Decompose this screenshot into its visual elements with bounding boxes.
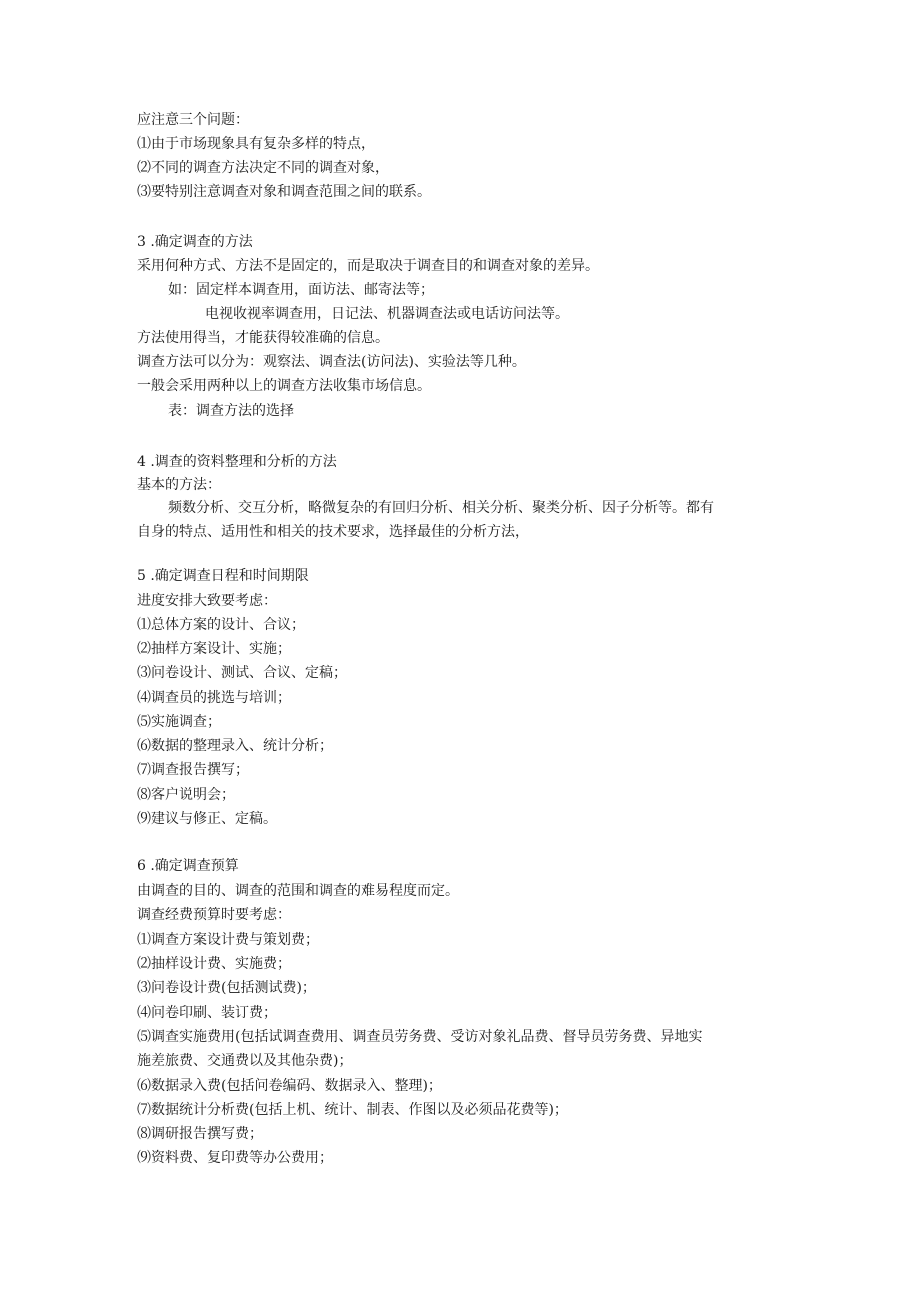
list-item: ⑸调查实施费用(包括试调查费用、调查员劳务费、受访对象礼品费、督导员劳务费、异地实 bbox=[137, 1029, 703, 1045]
list-item: ⑹数据的整理录入、统计分析； bbox=[137, 738, 333, 754]
intro-item: ⑶要特别注意调查对象和调查范围之间的联系。 bbox=[137, 184, 431, 200]
paragraph: 采用何种方式、方法不是固定的，而是取决于调查目的和调查对象的差异。 bbox=[137, 258, 599, 274]
paragraph: 调查经费预算时要考虑： bbox=[137, 907, 291, 923]
intro-item: ⑵不同的调查方法决定不同的调查对象， bbox=[137, 160, 389, 176]
list-item: ⑴总体方案的设计、合议； bbox=[137, 617, 305, 633]
list-item: ⑴调查方案设计费与策划费； bbox=[137, 932, 319, 948]
intro-item: ⑴由于市场现象具有复杂多样的特点， bbox=[137, 136, 375, 152]
list-item: ⑹数据录入费(包括问卷编码、数据录入、整理)； bbox=[137, 1078, 442, 1094]
paragraph: 一般会采用两种以上的调查方法收集市场信息。 bbox=[137, 378, 431, 394]
paragraph: 由调查的目的、调查的范围和调查的难易程度而定。 bbox=[137, 883, 459, 899]
list-item: ⑼建议与修正、定稿。 bbox=[137, 811, 277, 827]
list-item: ⑻调研报告撰写费； bbox=[137, 1126, 263, 1142]
list-item: ⑸实施调查； bbox=[137, 714, 221, 730]
list-item: ⑷调查员的挑选与培训； bbox=[137, 690, 291, 706]
list-item: ⑺数据统计分析费(包括上机、统计、制表、作图以及必须品花费等)； bbox=[137, 1102, 568, 1118]
paragraph: 方法使用得当，才能获得较准确的信息。 bbox=[137, 330, 389, 346]
intro-lead: 应注意三个问题： bbox=[137, 112, 249, 128]
list-item: ⑷问卷印刷、装订费； bbox=[137, 1005, 277, 1021]
list-item: ⑵抽样设计费、实施费； bbox=[137, 956, 291, 972]
paragraph: 电视收视率调查用，日记法、机器调查法或电话访问法等。 bbox=[205, 306, 569, 322]
list-item: ⑺调查报告撰写； bbox=[137, 762, 249, 778]
list-item: ⑶问卷设计费(包括测试费)； bbox=[137, 980, 316, 996]
paragraph: 进度安排大致要考虑： bbox=[137, 593, 277, 609]
list-item: ⑵抽样方案设计、实施； bbox=[137, 641, 291, 657]
list-item-continuation: 施差旅费、交通费以及其他杂费)； bbox=[137, 1053, 353, 1069]
section-heading: 5 .确定调查日程和时间期限 bbox=[137, 568, 309, 584]
section-heading: 6 .确定调查预算 bbox=[137, 858, 239, 874]
table-caption: 表：调查方法的选择 bbox=[168, 403, 294, 419]
list-item: ⑶问卷设计、测试、合议、定稿； bbox=[137, 665, 347, 681]
paragraph: 自身的特点、适用性和相关的技术要求，选择最佳的分析方法， bbox=[137, 524, 529, 540]
section-heading: 4 .调查的资料整理和分析的方法 bbox=[137, 454, 337, 470]
paragraph: 如：固定样本调查用，面访法、邮寄法等； bbox=[168, 282, 434, 298]
paragraph: 基本的方法： bbox=[137, 477, 221, 493]
list-item: ⑻客户说明会； bbox=[137, 787, 235, 803]
paragraph: 调查方法可以分为：观察法、调查法(访问法)、实验法等几种。 bbox=[137, 354, 526, 370]
section-heading: 3 .确定调查的方法 bbox=[137, 234, 253, 250]
list-item: ⑼资料费、复印费等办公费用； bbox=[137, 1150, 333, 1166]
paragraph: 频数分析、交互分析，略微复杂的有回归分析、相关分析、聚类分析、因子分析等。都有 bbox=[168, 500, 714, 516]
